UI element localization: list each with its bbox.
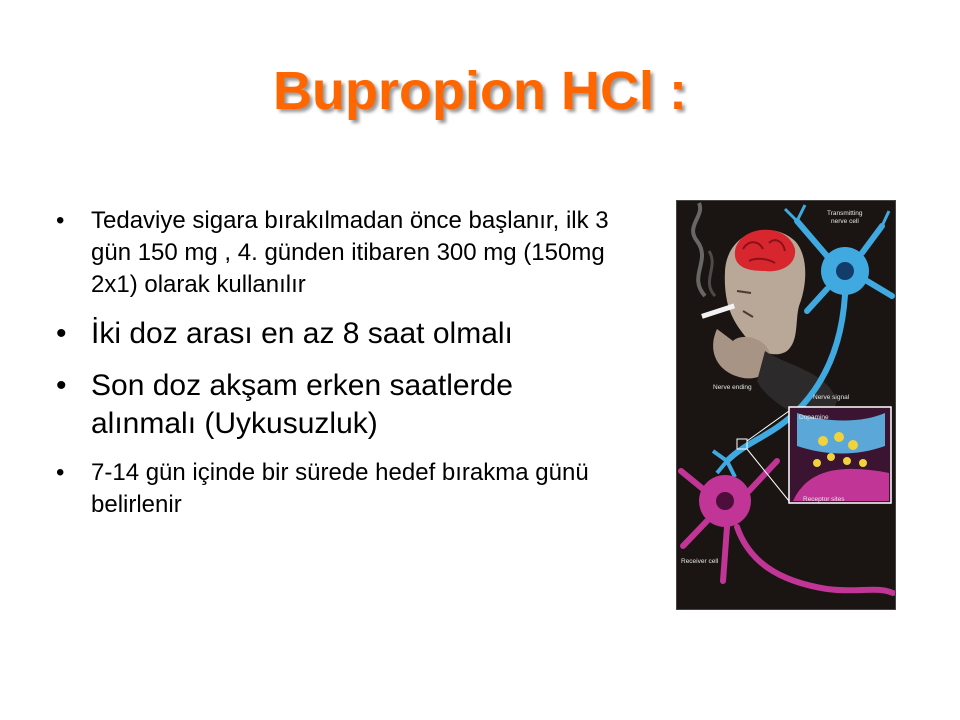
- cigarette-icon: [701, 304, 735, 319]
- bullet-item: [56, 315, 626, 353]
- bullet-marker: •: [56, 369, 67, 402]
- label-nerve-cell: nerve cell: [831, 218, 859, 225]
- bullet-marker: •: [56, 317, 67, 350]
- bullet-item: [56, 367, 626, 443]
- slide-title: Bupropion HCl :: [273, 61, 687, 121]
- bullet-text: İki doz arası en az 8 saat olmalı: [91, 317, 513, 350]
- illustration-svg: [677, 201, 895, 609]
- bullet-item: [56, 205, 626, 301]
- bullet-item: [56, 457, 626, 521]
- bullet-marker: •: [56, 459, 65, 486]
- dopamine-molecule-icon: [848, 440, 858, 450]
- label-receptor-sites: Receptor sites: [803, 496, 845, 503]
- label-dopamine: Dopamine: [799, 414, 829, 421]
- dopamine-molecule-icon: [813, 459, 821, 467]
- bullet-text: Son doz akşam erken saatlerde alınmalı (Uykusuzluk): [91, 369, 513, 440]
- bullet-text: Tedaviye sigara bırakılmadan önce başlanır, ilk 3 gün 150 mg , 4. günden itibaren 300 mg (150mg 2x1) olarak kullanılır: [91, 207, 609, 298]
- smoke-icon: [709, 251, 715, 296]
- label-nerve-signal: Nerve signal: [813, 394, 850, 401]
- smoke-icon: [693, 203, 705, 296]
- bullet-marker: •: [56, 207, 65, 234]
- bullet-list: [56, 205, 626, 535]
- bullet-text: 7-14 gün içinde bir sürede hedef bırakma günü belirlenir: [91, 459, 589, 518]
- dopamine-molecule-icon: [818, 436, 828, 446]
- label-transmitting: Transmitting: [827, 210, 863, 217]
- label-receiver-cell: Receiver cell: [681, 558, 719, 565]
- dopamine-molecule-icon: [827, 453, 835, 461]
- neuron-nucleus-icon: [836, 262, 854, 280]
- nicotine-nerve-illustration: [676, 200, 896, 610]
- dopamine-molecule-icon: [859, 459, 867, 467]
- label-nerve-ending: Nerve ending: [713, 384, 752, 391]
- dopamine-molecule-icon: [843, 457, 851, 465]
- dopamine-molecule-icon: [834, 432, 844, 442]
- neuron-nucleus-icon: [716, 492, 734, 510]
